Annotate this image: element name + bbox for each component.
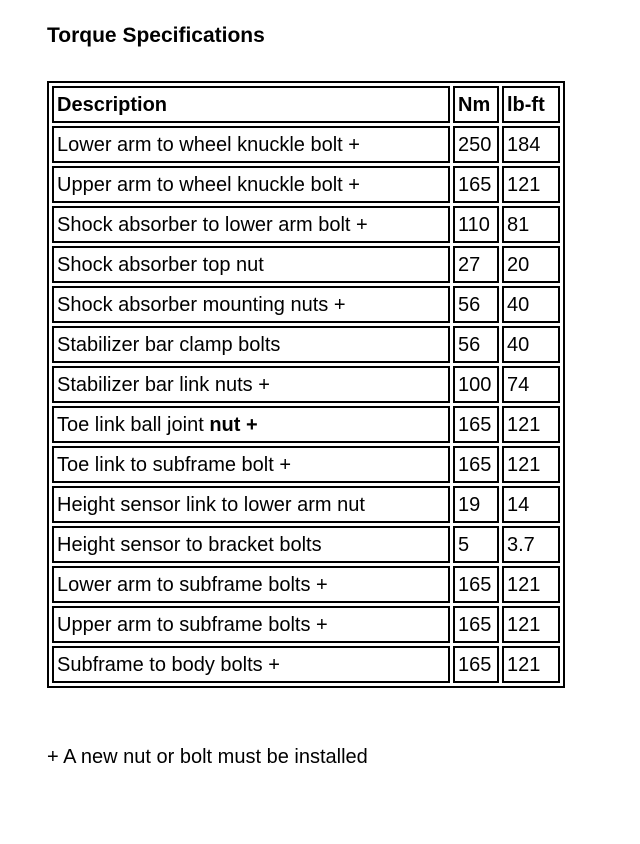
nm-cell: 165: [453, 646, 499, 683]
table-row: [52, 526, 560, 563]
description-cell: [52, 366, 450, 403]
description-text: Height sensor to bracket bolts: [57, 533, 322, 556]
table-row: [52, 206, 560, 243]
description-text: Upper arm to subframe bolts +: [57, 613, 328, 636]
lbft-cell: 121: [502, 406, 560, 443]
table-row: [52, 286, 560, 323]
nm-cell: 250: [453, 126, 499, 163]
table-row: [52, 326, 560, 363]
description-text: Lower arm to subframe bolts +: [57, 573, 328, 596]
description-text: Stabilizer bar clamp bolts: [57, 333, 281, 356]
table-row: [52, 406, 560, 443]
nm-cell: 165: [453, 566, 499, 603]
lbft-cell: 40: [502, 326, 560, 363]
description-text: Toe link to subframe bolt +: [57, 453, 292, 476]
description-cell: [52, 206, 450, 243]
description-cell: [52, 286, 450, 323]
nm-cell: 165: [453, 166, 499, 203]
table-header: [52, 86, 560, 123]
nm-cell: 165: [453, 406, 499, 443]
page-title: Torque Specifications: [47, 24, 265, 47]
description-cell: [52, 566, 450, 603]
table-row: [52, 246, 560, 283]
lbft-cell: 121: [502, 606, 560, 643]
lbft-cell: 184: [502, 126, 560, 163]
table-row: [52, 566, 560, 603]
description-text: Subframe to body bolts +: [57, 653, 280, 676]
lbft-cell: 74: [502, 366, 560, 403]
description-text: Lower arm to wheel knuckle bolt +: [57, 133, 360, 156]
description-cell: [52, 646, 450, 683]
description-cell: [52, 486, 450, 523]
description-bold-text: nut +: [209, 413, 258, 436]
description-text: Stabilizer bar link nuts +: [57, 373, 270, 396]
torque-specifications-table: [47, 81, 565, 688]
table-row: [52, 486, 560, 523]
nm-cell: 100: [453, 366, 499, 403]
description-cell: [52, 606, 450, 643]
nm-cell: 56: [453, 286, 499, 323]
description-text: Height sensor link to lower arm nut: [57, 493, 365, 516]
lbft-cell: 121: [502, 646, 560, 683]
description-cell: [52, 246, 450, 283]
description-cell: [52, 326, 450, 363]
header-row: [52, 86, 560, 123]
table-row: [52, 606, 560, 643]
nm-cell: 56: [453, 326, 499, 363]
nm-cell: 165: [453, 446, 499, 483]
table-row: [52, 366, 560, 403]
description-cell: [52, 126, 450, 163]
lbft-cell: 14: [502, 486, 560, 523]
table-row: [52, 126, 560, 163]
description-cell: [52, 406, 450, 443]
lbft-cell: 3.7: [502, 526, 560, 563]
lbft-cell: 121: [502, 166, 560, 203]
lbft-cell: 121: [502, 566, 560, 603]
description-text: Shock absorber to lower arm bolt +: [57, 213, 368, 236]
description-cell: [52, 446, 450, 483]
lbft-cell: 121: [502, 446, 560, 483]
description-text: Toe link ball joint: [57, 413, 210, 436]
footnote: + A new nut or bolt must be installed: [47, 746, 368, 769]
table-body: [52, 126, 560, 683]
description-text: Shock absorber top nut: [57, 253, 264, 276]
description-cell: [52, 166, 450, 203]
description-cell: [52, 526, 450, 563]
table-row: [52, 646, 560, 683]
nm-cell: 110: [453, 206, 499, 243]
header-nm: Nm: [453, 86, 499, 123]
header-lbft: lb-ft: [502, 86, 560, 123]
description-text: Shock absorber mounting nuts +: [57, 293, 346, 316]
table-row: [52, 446, 560, 483]
table-row: [52, 166, 560, 203]
lbft-cell: 81: [502, 206, 560, 243]
nm-cell: 19: [453, 486, 499, 523]
header-description: Description: [52, 86, 450, 123]
nm-cell: 27: [453, 246, 499, 283]
lbft-cell: 40: [502, 286, 560, 323]
nm-cell: 165: [453, 606, 499, 643]
description-text: Upper arm to wheel knuckle bolt +: [57, 173, 360, 196]
nm-cell: 5: [453, 526, 499, 563]
lbft-cell: 20: [502, 246, 560, 283]
